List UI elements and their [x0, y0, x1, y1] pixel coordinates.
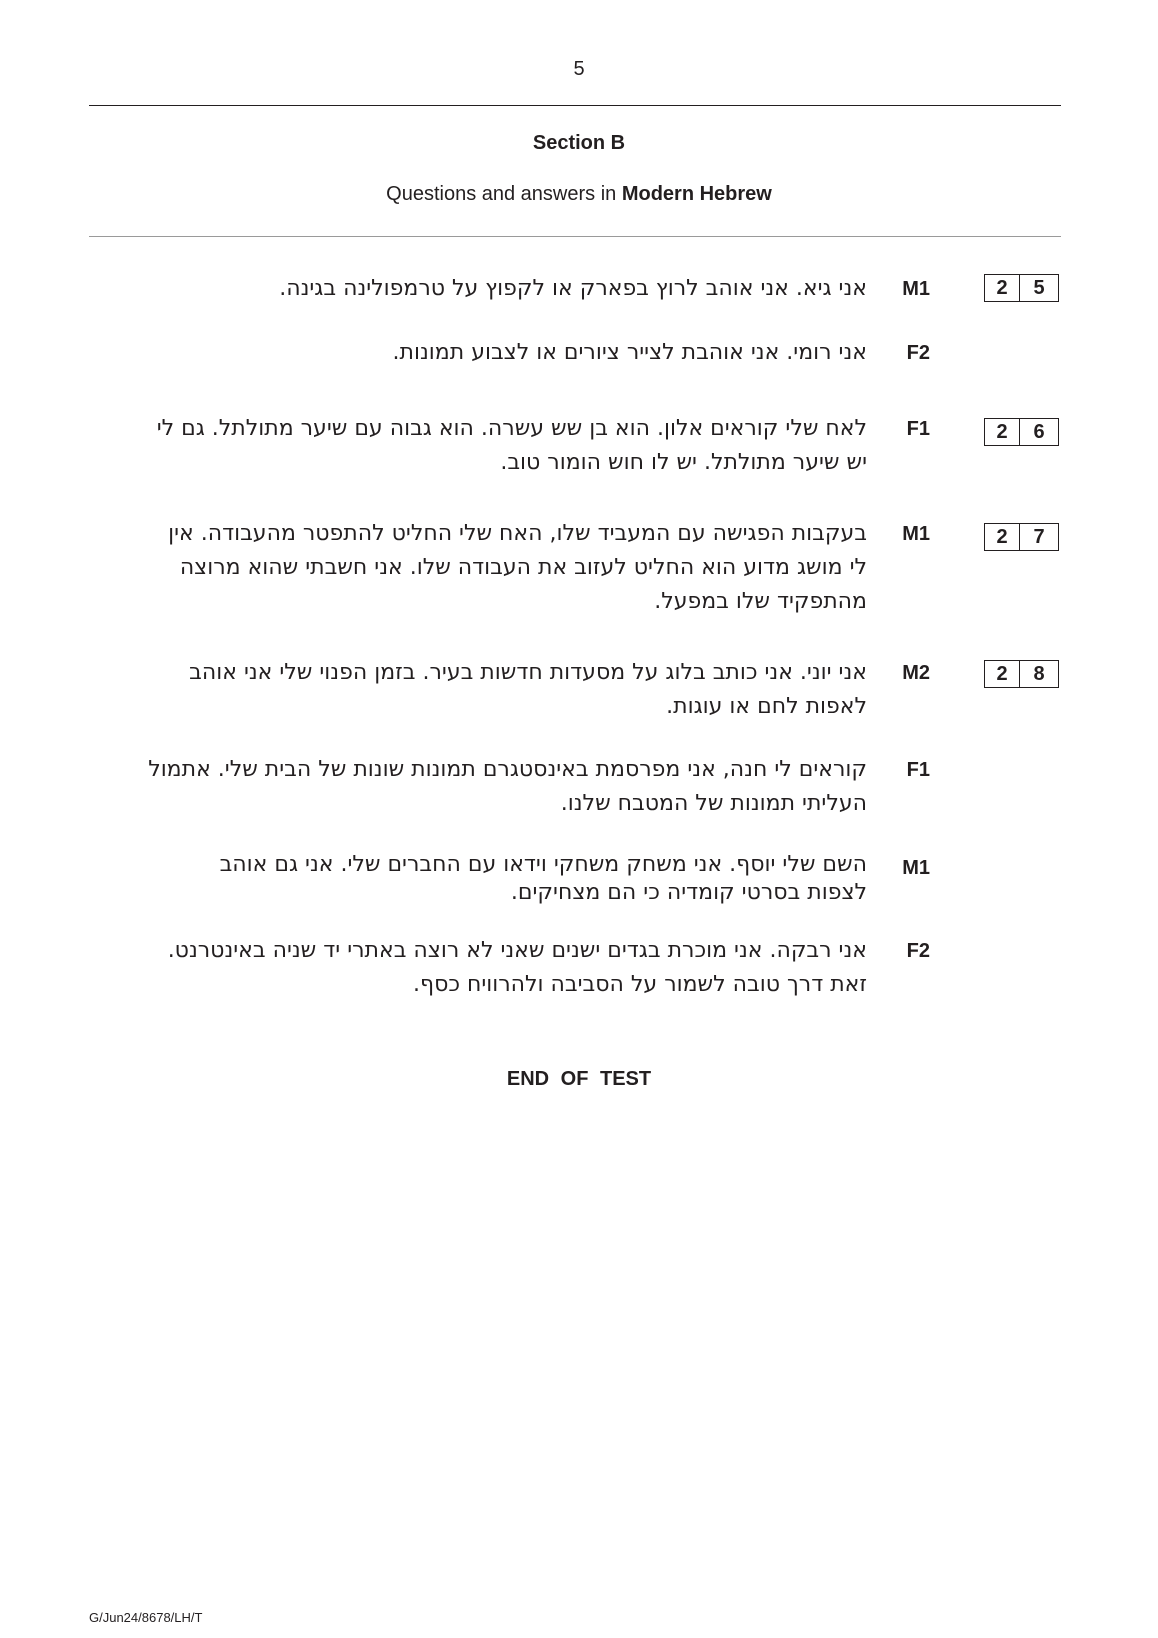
question-digit: 7	[1020, 523, 1059, 551]
utterance-line: לי מושג מדוע הוא החליט לעזוב את העבודה שלו. אני חשבתי שהוא מרוצה	[179, 555, 867, 580]
subtitle-prefix: Questions and answers in	[386, 183, 622, 205]
utterance-text	[220, 851, 867, 907]
utterance-line: העליתי תמונות של המטבח שלנו.	[560, 791, 867, 816]
utterance-text	[148, 753, 867, 821]
page-number: 5	[573, 58, 585, 80]
question-number-box	[984, 418, 1059, 446]
question-number-box	[984, 523, 1059, 551]
utterance-line: יש שיער מתולתל. יש לו חוש הומור טוב.	[500, 450, 867, 475]
question-digit: 2	[984, 523, 1020, 551]
utterance-text	[279, 272, 867, 306]
utterance-line: השם שלי יוסף. אני משחק משחקי וידאו עם החברים שלי. אני גם אוהב	[219, 852, 867, 877]
question-digit: 2	[984, 660, 1020, 688]
utterance-line: אני גיא. אני אוהב לרוץ בפארק או לקפוץ על טרמפולינה בגינה.	[279, 276, 867, 301]
question-number-box	[984, 274, 1059, 302]
speaker-label: M2	[902, 662, 930, 684]
question-digit: 5	[1020, 274, 1059, 302]
section-title: Section B	[532, 132, 626, 154]
end-of-test: END OF TEST	[506, 1068, 652, 1090]
subtitle-divider	[89, 236, 1061, 237]
utterance-line: לאפות לחם או עוגות.	[666, 694, 867, 719]
utterance-line: אני רומי. אני אוהבת לצייר ציורים או לצבוע תמונות.	[392, 340, 867, 365]
question-digit: 2	[984, 418, 1020, 446]
header-divider	[89, 105, 1061, 106]
speaker-label: M1	[902, 857, 930, 879]
utterance-line: מהתפקיד שלו במפעל.	[654, 589, 867, 614]
utterance-text	[157, 412, 867, 480]
speaker-label: F1	[906, 759, 930, 781]
utterance-text	[189, 656, 867, 724]
utterance-line: בעקבות הפגישה עם המעביד שלו, האח שלי החליט להתפטר מהעבודה. אין	[168, 521, 867, 546]
speaker-label: M1	[902, 523, 930, 545]
utterance-text	[168, 934, 867, 1002]
utterance-line: אני רבקה. אני מוכרת בגדים ישנים שאני לא רוצה באתרי יד שניה באינטרנט.	[167, 938, 867, 963]
section-subtitle	[0, 183, 1158, 206]
question-number-box	[984, 660, 1059, 688]
subtitle-language: Modern Hebrew	[621, 183, 772, 205]
utterance-line: אני יוני. אני כותב בלוג על מסעדות חדשות בעיר. בזמן הפנוי שלי אני אוהב	[189, 660, 867, 685]
footer-code: G/Jun24/8678/LH/T	[89, 1610, 203, 1625]
utterance-line: קוראים לי חנה, אני מפרסמת באינסטגרם תמונות שונות של הבית שלי. אתמול	[148, 757, 867, 782]
question-digit: 2	[984, 274, 1020, 302]
question-digit: 8	[1020, 660, 1059, 688]
speaker-label: M1	[902, 278, 930, 300]
utterance-line: זאת דרך טובה לשמור על הסביבה ולהרוויח כסף.	[413, 972, 867, 997]
speaker-label: F2	[906, 342, 930, 364]
utterance-text	[393, 336, 867, 370]
question-digit: 6	[1020, 418, 1059, 446]
utterance-text	[168, 517, 867, 619]
speaker-label: F2	[906, 940, 930, 962]
utterance-line: לאח שלי קוראים אלון. הוא בן שש עשרה. הוא גבוה עם שיער מתולתל. גם לי	[156, 416, 867, 441]
speaker-label: F1	[906, 418, 930, 440]
utterance-line: לצפות בסרטי קומדיה כי הם מצחיקים.	[510, 880, 867, 905]
